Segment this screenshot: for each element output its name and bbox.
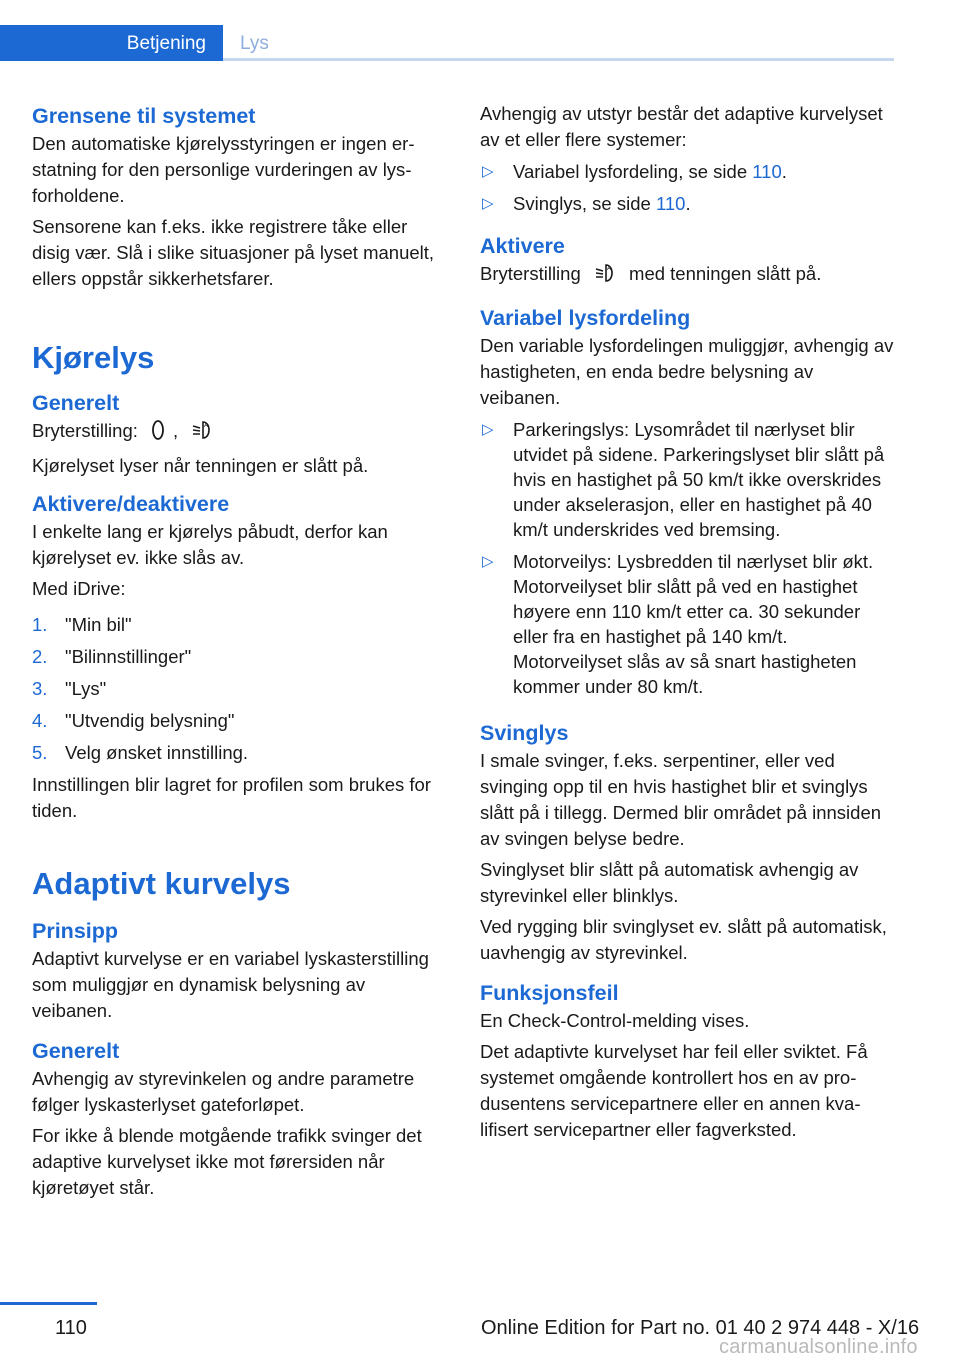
paragraph: Med iDrive: xyxy=(32,578,126,599)
tab-betjening-label: Betjening xyxy=(126,33,206,54)
footer-rule xyxy=(0,1302,97,1305)
section-title-generelt-2: Generelt xyxy=(32,1039,120,1063)
list-item: ▷ Svinglys, se side 110. xyxy=(482,193,691,214)
variabel-list xyxy=(480,417,896,706)
triangle-right-icon: ▷ xyxy=(482,195,494,212)
section-title-aktivere-deaktivere: Aktivere/deaktivere xyxy=(32,492,230,516)
section-title-generelt: Generelt xyxy=(32,391,120,415)
switch-label: Bryterstilling: xyxy=(32,420,138,441)
page-number: 110 xyxy=(55,1317,87,1339)
paragraph: Svinglyset blir slått på automatisk avhengig av styrevinkel eller blinklys. xyxy=(480,859,859,906)
paragraph: Kjørelyset lyser når tenningen er slått på. xyxy=(32,455,369,476)
triangle-right-icon: ▷ xyxy=(482,163,494,180)
list-item: 1. "Min bil" xyxy=(32,614,132,635)
tab-betjening[interactable] xyxy=(0,25,223,61)
list-item: ▷ Variabel lysfordeling, se side 110. xyxy=(482,161,787,182)
paragraph: Den automatiske kjørelysstyringen er ingen erstatning for den personlige vurderingen av lysforholdene. xyxy=(32,133,415,206)
paragraph: Avhengig av utstyr består det adaptive kurvelyset av et eller flere systemer: xyxy=(480,103,883,150)
paragraph: For ikke å blende motgående trafikk svinger det adaptive kurvelyset ikke mot førersiden når kjøretøyet står. xyxy=(32,1125,422,1198)
svg-text:A: A xyxy=(606,265,611,272)
list-item: 2. "Bilinnstillinger" xyxy=(32,646,192,667)
section-title-aktivere: Aktivere xyxy=(480,234,565,258)
section-title-svinglys: Svinglys xyxy=(480,721,569,745)
list-item: 4. "Utvendig belysning" xyxy=(32,710,235,731)
page-link[interactable]: 110 xyxy=(752,161,782,182)
idrive-steps xyxy=(32,612,448,772)
page-link[interactable]: 110 xyxy=(655,193,686,214)
activate-line: Bryterstilling A med tenningen slått på. xyxy=(480,261,896,291)
tab-lys[interactable]: Lys xyxy=(240,33,269,54)
paragraph: Avhengig av styrevinkelen og andre parametre følger lyskasterlyset gateforløpet. xyxy=(32,1068,415,1115)
switch-comma: , xyxy=(173,420,179,441)
paragraph: Sensorene kan f.eks. ikke registrere tåke eller disig vær. Slå i slike situasjoner på lyset manuelt, ellers oppstår sikkerhetsfarer. xyxy=(32,216,435,289)
paragraph: I enkelte lang er kjørelys påbudt, derfor kan kjørelyset ev. ikke slås av. xyxy=(32,521,388,568)
right-column xyxy=(480,101,896,1148)
paragraph: Ved rygging blir svinglyset ev. slått på automatisk, uavhengig av styrevinkel. xyxy=(480,916,887,963)
automatic-headlight-icon xyxy=(191,419,213,448)
section-title-grensene: Grensene til systemet xyxy=(32,104,256,128)
watermark: carmanualsonline.info xyxy=(719,1336,918,1358)
list-item: ▷ Motorveilys: Lysbredden til nærlyset blir økt. Motorveilyset blir slått på ved en hastighet høyere enn 110 km/t etter ca. 30 sekunder eller fra en hastighet på 140 km/t. Motorveilyset slås av så snart hastigheten kommer under 80 km/t. xyxy=(482,551,874,697)
paragraph: Adaptivt kurvelyse er en variabel lyskasterstilling som muliggjør en dynamisk belysning av veibanen. xyxy=(32,948,429,1021)
section-title-prinsipp: Prinsipp xyxy=(32,919,119,943)
list-item: ▷ Parkeringslys: Lysområdet til nærlyset blir utvidet på sidene. Parkeringslyset blir slått på hvis en hastighet på 50 km/t ikke overskrides under akselerasjon, eller en hastighet på 40 km/t underskrides ved bremsing. xyxy=(482,419,885,540)
light-switch-off-icon xyxy=(151,419,165,448)
header-rule xyxy=(223,58,894,61)
section-title-funksjonsfeil: Funksjonsfeil xyxy=(480,981,619,1005)
header-tabs xyxy=(0,25,894,61)
heading-adaptivt-kurvelys: Adaptivt kurvelys xyxy=(32,866,291,901)
paragraph: En Check-Control-melding vises. xyxy=(480,1010,750,1031)
automatic-headlight-icon xyxy=(594,262,616,291)
svg-text:A: A xyxy=(204,422,209,429)
systems-list xyxy=(480,159,896,223)
paragraph: I smale svinger, f.eks. serpentiner, eller ved svinging opp til en hvis hastighet blir et svinglys slått på i tillegg. Dermed blir området på innsiden av svingen belyse bedre. xyxy=(480,750,882,849)
left-column xyxy=(32,101,448,1206)
paragraph: Den variable lysfordelingen muliggjør, avhengig av hastigheten, en enda bedre belysning av veibanen. xyxy=(480,335,894,408)
heading-kjorelys: Kjørelys xyxy=(32,340,155,375)
paragraph: Det adaptivte kurvelyset har feil eller sviktet. Få systemet omgående kontrollert hos en av produsentens servicepartnere eller en annen kvalifisert servicepartner eller fagverksted. xyxy=(480,1041,868,1140)
triangle-right-icon: ▷ xyxy=(482,553,494,570)
triangle-right-icon: ▷ xyxy=(482,421,494,438)
switch-positions-line xyxy=(32,418,448,448)
edition-note: Online Edition for Part no. 01 40 2 974 448 - X/16 xyxy=(481,1317,920,1339)
list-item: 5. Velg ønsket innstilling. xyxy=(32,742,249,763)
list-item: 3. "Lys" xyxy=(32,678,107,699)
section-title-variabel-lysfordeling: Variabel lysfordeling xyxy=(480,306,691,330)
paragraph: Innstillingen blir lagret for profilen som brukes for tiden. xyxy=(32,774,431,821)
